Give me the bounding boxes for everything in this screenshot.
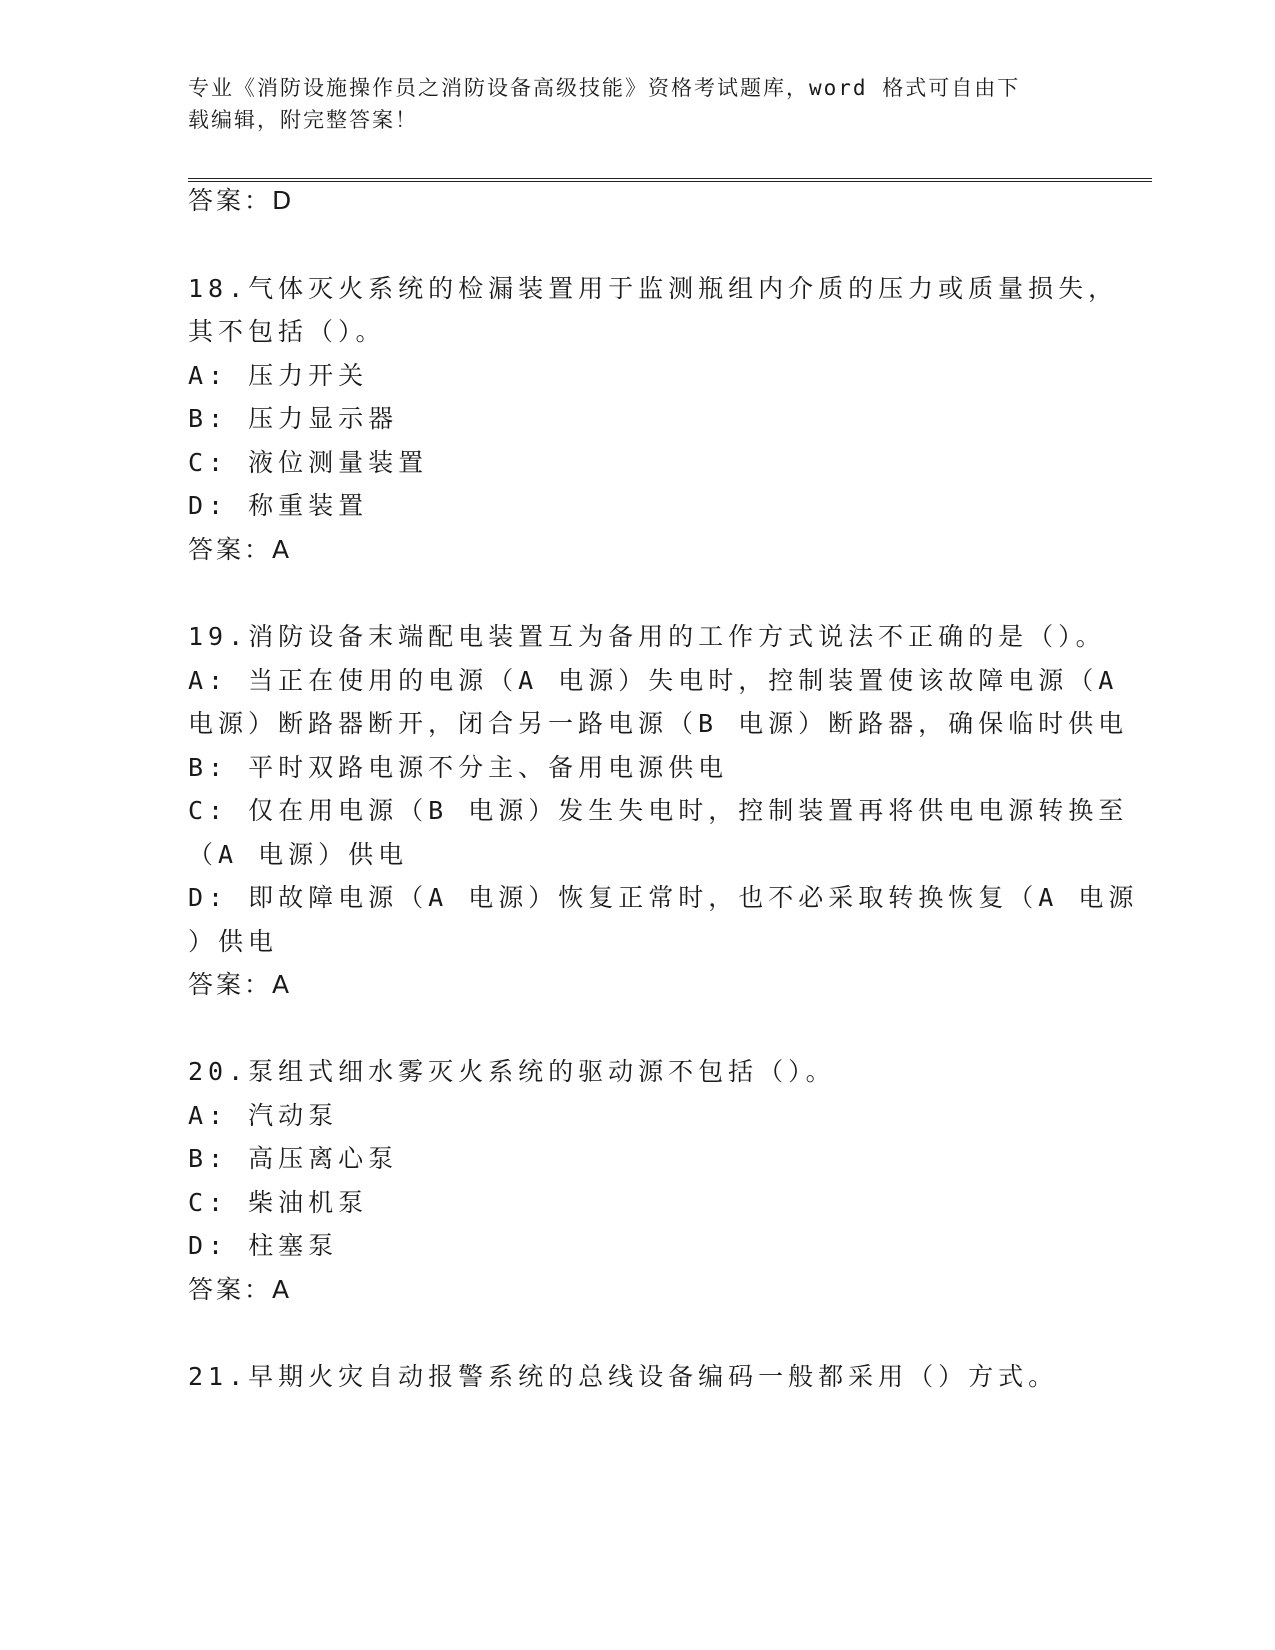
question-19-option-d-line-1: D: 即故障电源（A 电源）恢复正常时，也不必采取转换恢复（A 电源	[188, 883, 1139, 912]
question-21-stem-line-1: 21.早期火灾自动报警系统的总线设备编码一般都采用（）方式。	[188, 1362, 1059, 1391]
question-20-option-c: C: 柴油机泵	[188, 1188, 369, 1217]
question-19-option-c-line-1: C: 仅在用电源（B 电源）发生失电时，控制装置再将供电电源转换至	[188, 796, 1129, 825]
header-line-1: 专业《消防设施操作员之消防设备高级技能》资格考试题库，word 格式可自由下	[188, 76, 1021, 100]
header-divider	[188, 178, 1152, 182]
question-18-stem-line-1: 18.气体灭火系统的检漏装置用于监测瓶组内介质的压力或质量损失，	[188, 274, 1119, 303]
question-19-option-c-line-2: （A 电源）供电	[188, 840, 409, 869]
question-19-option-d-line-2: ）供电	[188, 927, 279, 956]
question-18-option-a: A: 压力开关	[188, 361, 369, 390]
question-19-stem-line-1: 19.消防设备末端配电装置互为备用的工作方式说法不正确的是（）。	[188, 622, 1106, 651]
question-18-option-b: B: 压力显示器	[188, 404, 399, 433]
previous-answer: 答案：D	[188, 186, 295, 215]
question-19-option-a-line-1: A: 当正在使用的电源（A 电源）失电时，控制装置使该故障电源（A	[188, 666, 1119, 695]
question-18-option-d: D: 称重装置	[188, 491, 369, 520]
question-19-option-a-line-2: 电源）断路器断开，闭合另一路电源（B 电源）断路器，确保临时供电	[188, 709, 1129, 738]
question-20-option-a: A: 汽动泵	[188, 1101, 339, 1130]
question-19-answer: 答案：A	[188, 970, 293, 999]
question-18-stem-line-2: 其不包括（）。	[188, 317, 386, 346]
question-20-answer: 答案：A	[188, 1275, 293, 1304]
question-20-option-d: D: 柱塞泵	[188, 1231, 339, 1260]
question-18-option-c: C: 液位测量装置	[188, 448, 429, 477]
header-line-2: 载编辑，附完整答案！	[188, 108, 418, 132]
question-19-option-b: B: 平时双路电源不分主、备用电源供电	[188, 753, 729, 782]
question-20-option-b: B: 高压离心泵	[188, 1144, 399, 1173]
page-header	[188, 72, 1068, 136]
question-18-answer: 答案：A	[188, 535, 293, 564]
question-20-stem-line-1: 20.泵组式细水雾灭火系统的驱动源不包括（）。	[188, 1057, 836, 1086]
